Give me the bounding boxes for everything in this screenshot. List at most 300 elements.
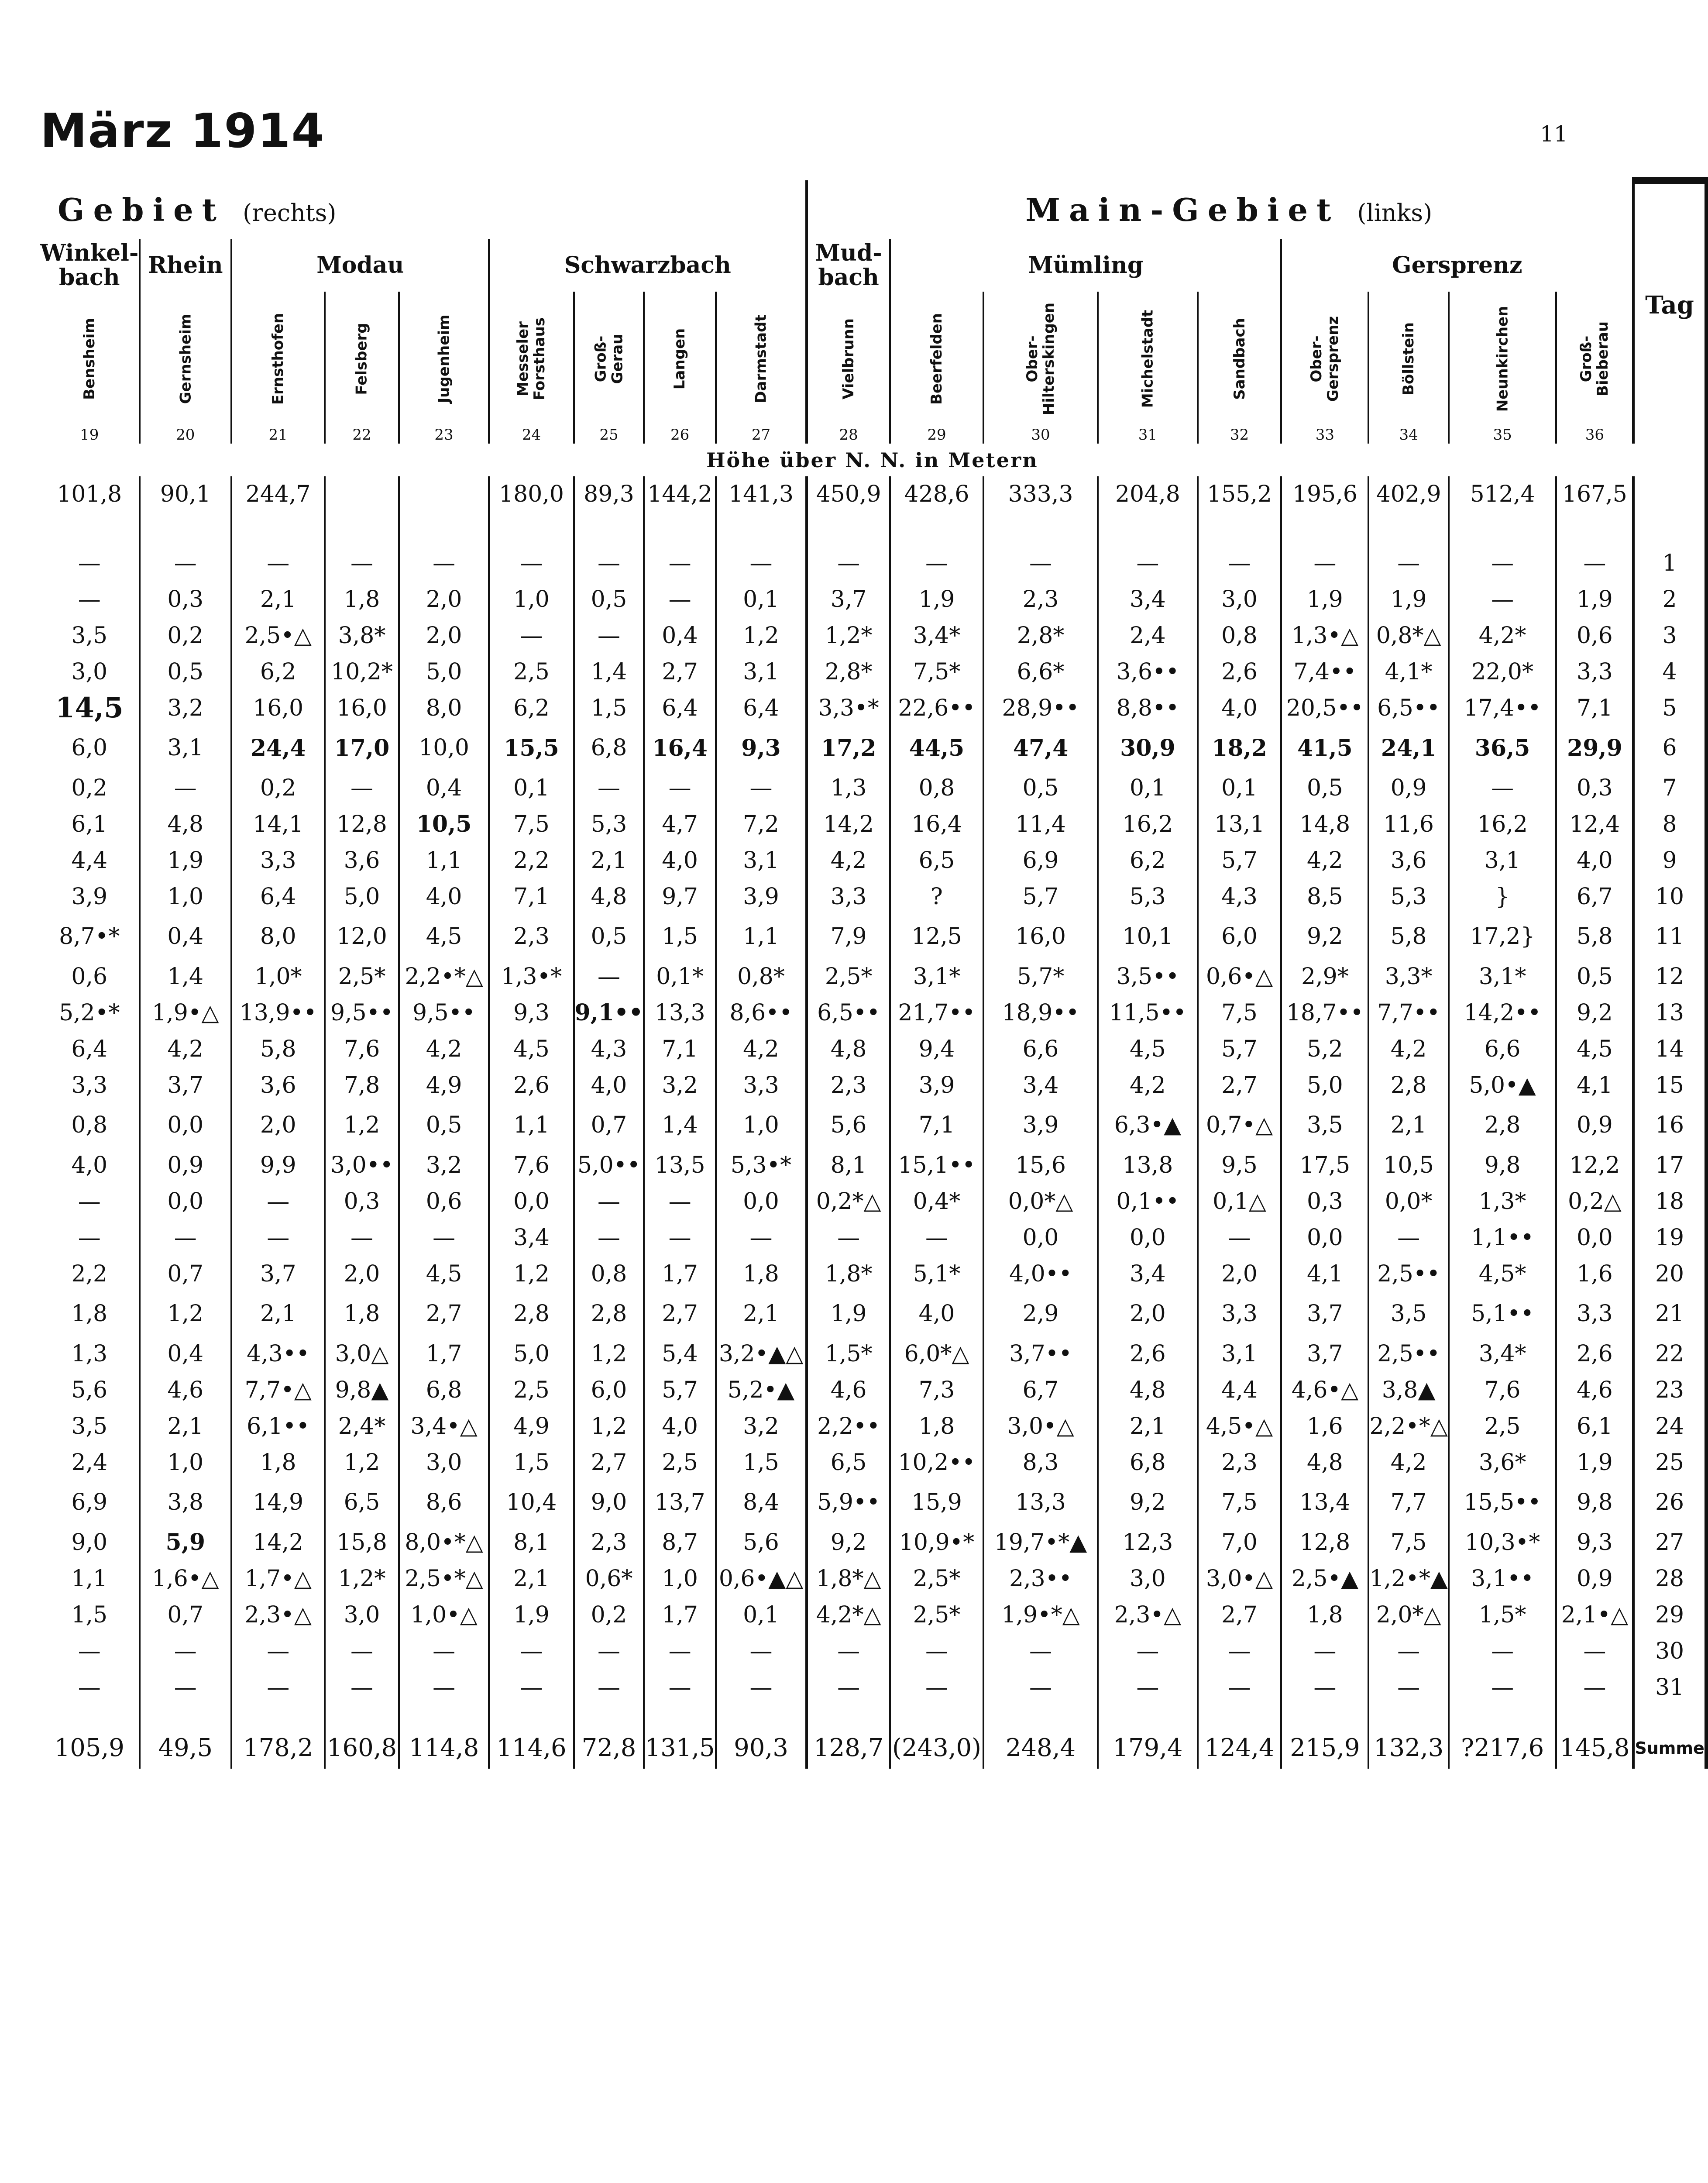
day-row — [40, 1669, 1706, 1705]
station-number: 20 — [140, 426, 232, 444]
page-title: März 1914 — [40, 104, 325, 158]
data-cell: 6,5 — [807, 1444, 890, 1481]
data-cell: 2,3 — [574, 1524, 644, 1560]
data-cell: 1,3•△ — [1281, 617, 1368, 654]
data-cell: 0,6 — [71, 963, 108, 990]
data-cell: 0,1 — [489, 770, 574, 806]
data-cell: 4,2 — [716, 1031, 807, 1067]
data-cell: 7,1 — [644, 1031, 715, 1067]
data-cell: 1,7 — [644, 1597, 715, 1633]
data-cell: 0,2 — [71, 775, 108, 801]
data-cell: 2,3•• — [983, 1560, 1098, 1597]
station-number: 29 — [890, 426, 983, 444]
data-cell: 3,2 — [399, 1147, 489, 1183]
data-cell: 5,8 — [1368, 915, 1448, 958]
data-cell: — — [1198, 1669, 1282, 1705]
data-cell: 3,6•• — [1098, 654, 1198, 690]
data-cell: 0,9 — [1556, 1560, 1633, 1597]
data-cell: 4,6•△ — [1281, 1372, 1368, 1408]
data-cell: 6,0 — [1198, 915, 1282, 958]
day-number: 24 — [1633, 1408, 1706, 1444]
sum-value: 128,7 — [807, 1727, 890, 1769]
data-cell: 7,2 — [716, 806, 807, 842]
data-cell: 10,2•• — [890, 1444, 983, 1481]
data-cell: 9,2 — [807, 1524, 890, 1560]
spacer-cell — [574, 512, 644, 545]
data-cell: 8,3 — [983, 1444, 1098, 1481]
elevation-value: 101,8 — [57, 481, 122, 507]
data-cell: 3,1 — [140, 726, 232, 770]
data-cell: 3,9 — [890, 1067, 983, 1103]
data-cell: — — [325, 1219, 399, 1256]
data-cell: 11,6 — [1368, 806, 1448, 842]
data-cell: — — [574, 958, 644, 995]
data-cell: — — [716, 1633, 807, 1669]
data-cell: — — [807, 1633, 890, 1669]
day-number: 23 — [1633, 1372, 1706, 1408]
data-cell: 2,3 — [1198, 1444, 1282, 1481]
data-cell: 0,7 — [574, 1103, 644, 1147]
data-cell: 3,7 — [807, 581, 890, 617]
data-cell: 4,8 — [140, 806, 232, 842]
sum-value: 49,5 — [140, 1727, 232, 1769]
data-cell: 7,7•△ — [231, 1372, 325, 1408]
data-cell: — — [489, 1633, 574, 1669]
day-row — [40, 1031, 1706, 1067]
data-cell: — — [807, 1219, 890, 1256]
data-cell: 3,1* — [890, 958, 983, 995]
data-cell: 15,5•• — [1449, 1481, 1557, 1524]
data-cell: 1,2 — [574, 1336, 644, 1372]
spacer-cell — [489, 512, 574, 545]
spacer-cell — [231, 512, 325, 545]
data-cell: 0,0 — [140, 1103, 232, 1147]
data-cell: 0,4 — [399, 770, 489, 806]
data-cell: 6,0 — [574, 1372, 644, 1408]
river-gersprenz: Gersprenz — [1281, 239, 1633, 292]
data-cell: 4,2 — [1098, 1067, 1198, 1103]
data-cell: 0,3 — [1556, 770, 1633, 806]
data-cell: 21,7•• — [890, 995, 983, 1031]
data-cell: 2,2•*△ — [399, 958, 489, 995]
data-cell: 7,5* — [890, 654, 983, 690]
data-cell: 2,3 — [983, 581, 1098, 617]
data-cell: 0,5 — [140, 654, 232, 690]
data-cell: 0,6 — [399, 1183, 489, 1219]
data-cell: 1,0•△ — [399, 1597, 489, 1633]
data-cell: 1,3 — [71, 1340, 108, 1367]
data-cell: 0,7 — [140, 1597, 232, 1633]
data-cell: 9,0 — [574, 1481, 644, 1524]
data-cell: 6,0*△ — [890, 1336, 983, 1372]
station-header-cell — [1198, 292, 1282, 426]
station-header-cell — [1098, 292, 1198, 426]
data-cell: 1,8* — [807, 1256, 890, 1292]
data-cell: 13,1 — [1198, 806, 1282, 842]
data-cell: 1,8 — [325, 581, 399, 617]
data-cell: 0,5 — [574, 581, 644, 617]
data-cell: 6,6 — [983, 1031, 1098, 1067]
data-cell: 4,8 — [1281, 1444, 1368, 1481]
data-cell: 5,2 — [1281, 1031, 1368, 1067]
data-cell: — — [644, 581, 715, 617]
day-number: 16 — [1633, 1103, 1706, 1147]
data-cell: 0,5 — [574, 915, 644, 958]
station-name: Ernsthofen — [269, 313, 287, 405]
data-cell: 9,7 — [644, 878, 715, 915]
elevation-value: 167,5 — [1556, 476, 1633, 512]
data-cell: 4,0 — [890, 1292, 983, 1336]
data-cell: 3,7•• — [983, 1336, 1098, 1372]
data-cell: 0,6* — [574, 1560, 644, 1597]
data-cell: 0,5 — [1281, 770, 1368, 806]
elevation-value: 204,8 — [1098, 476, 1198, 512]
data-cell: 15,9 — [890, 1481, 983, 1524]
data-cell: 1,9 — [140, 842, 232, 878]
day-number: 3 — [1633, 617, 1706, 654]
data-cell: 2,8 — [489, 1292, 574, 1336]
data-cell: 5,0 — [399, 654, 489, 690]
data-cell: 6,9 — [71, 1489, 108, 1515]
data-cell: 14,2 — [231, 1524, 325, 1560]
data-cell: — — [1098, 1669, 1198, 1705]
spacer-cell — [399, 512, 489, 545]
data-cell: 5,3•* — [716, 1147, 807, 1183]
data-cell: 22,0* — [1449, 654, 1557, 690]
data-cell: 2,5•• — [1368, 1256, 1448, 1292]
data-cell: 2,6 — [489, 1067, 574, 1103]
elevation-value: 144,2 — [644, 476, 715, 512]
data-cell: 3,7 — [1281, 1336, 1368, 1372]
data-cell: 0,4* — [890, 1183, 983, 1219]
data-cell: 3,7 — [1281, 1292, 1368, 1336]
data-cell: — — [983, 545, 1098, 581]
data-cell: 0,0 — [140, 1183, 232, 1219]
day-row — [40, 1103, 1706, 1147]
spacer-cell — [574, 1705, 644, 1727]
data-cell: 1,8 — [325, 1292, 399, 1336]
data-cell: 24,1 — [1368, 726, 1448, 770]
day-row — [40, 726, 1706, 770]
spacer-cell — [1449, 512, 1557, 545]
station-header-cell — [1556, 292, 1633, 426]
data-cell: — — [644, 1633, 715, 1669]
data-cell: 1,9•△ — [140, 995, 232, 1031]
data-cell: 1,8 — [231, 1444, 325, 1481]
data-cell: 1,4 — [644, 1103, 715, 1147]
data-cell: 0,0*△ — [983, 1183, 1098, 1219]
day-number: 9 — [1633, 842, 1706, 878]
data-cell: 3,3 — [1198, 1292, 1282, 1336]
data-cell: 7,1 — [890, 1103, 983, 1147]
station-number-row — [40, 426, 1706, 444]
data-cell: 7,6 — [1449, 1372, 1557, 1408]
data-cell: 2,5* — [890, 1560, 983, 1597]
data-cell: 1,0 — [489, 581, 574, 617]
data-cell: 7,1 — [489, 878, 574, 915]
data-cell: 36,5 — [1449, 726, 1557, 770]
data-cell: 3,4 — [489, 1219, 574, 1256]
data-cell: 0,0 — [489, 1183, 574, 1219]
data-cell: 1,2 — [325, 1444, 399, 1481]
data-cell: 5,8 — [1556, 915, 1633, 958]
day-number: 20 — [1633, 1256, 1706, 1292]
data-cell: — — [807, 545, 890, 581]
data-cell: 12,0 — [325, 915, 399, 958]
elevation-value: 195,6 — [1281, 476, 1368, 512]
data-cell: 0,0 — [983, 1219, 1098, 1256]
data-cell: 12,2 — [1556, 1147, 1633, 1183]
data-cell: — — [78, 1188, 101, 1215]
data-cell: 12,5 — [890, 915, 983, 958]
elevation-value — [325, 476, 399, 512]
data-cell: — — [1368, 1669, 1448, 1705]
data-cell: — — [1368, 1219, 1448, 1256]
data-cell: 2,0 — [1098, 1292, 1198, 1336]
data-cell: 9,9 — [231, 1147, 325, 1183]
data-cell: 4,5 — [399, 1256, 489, 1292]
data-cell: 24,4 — [231, 726, 325, 770]
station-number: 36 — [1556, 426, 1633, 444]
data-cell: — — [716, 770, 807, 806]
data-cell: 19,7•*▲ — [983, 1524, 1098, 1560]
data-cell: 0,3 — [325, 1183, 399, 1219]
data-cell: 1,7•△ — [231, 1560, 325, 1597]
data-cell: 3,3 — [716, 1067, 807, 1103]
data-cell: — — [716, 545, 807, 581]
data-cell: 5,7 — [1198, 1031, 1282, 1067]
day-row — [40, 1067, 1706, 1103]
data-cell: 9,5 — [1198, 1147, 1282, 1183]
elevation-value: 333,3 — [983, 476, 1098, 512]
station-number: 28 — [807, 426, 890, 444]
data-cell: 5,7 — [1198, 842, 1282, 878]
data-cell: 5,6 — [716, 1524, 807, 1560]
data-cell: 7,4•• — [1281, 654, 1368, 690]
data-cell: — — [1198, 1219, 1282, 1256]
data-cell: 13,3 — [983, 1481, 1098, 1524]
tag-elevation-cell — [1633, 476, 1706, 512]
group-right-subtitle: (links) — [1357, 199, 1433, 227]
day-number: 17 — [1633, 1147, 1706, 1183]
data-cell: 0,8 — [574, 1256, 644, 1292]
data-cell: 12,3 — [1098, 1524, 1198, 1560]
data-cell: 2,7 — [1198, 1597, 1282, 1633]
data-cell: 5,0 — [489, 1336, 574, 1372]
spacer-cell — [1633, 512, 1706, 545]
data-cell: 0,4 — [140, 915, 232, 958]
station-name: Langen — [671, 328, 689, 390]
station-header-cell — [1281, 292, 1368, 426]
data-cell: 5,6 — [807, 1103, 890, 1147]
data-cell: 0,1 — [716, 1597, 807, 1633]
station-number: 30 — [983, 426, 1098, 444]
data-cell: 2,0 — [325, 1256, 399, 1292]
data-cell: 13,4 — [1281, 1481, 1368, 1524]
data-cell: 5,1•• — [1449, 1292, 1557, 1336]
sum-value: 131,5 — [644, 1727, 715, 1769]
spacer-cell — [807, 1705, 890, 1727]
data-cell: 3,5 — [1281, 1103, 1368, 1147]
data-cell: 9,8▲ — [325, 1372, 399, 1408]
data-cell: — — [1368, 545, 1448, 581]
spacer-cell — [489, 1705, 574, 1727]
data-cell: 0,2 — [574, 1597, 644, 1633]
data-cell: 0,5 — [1556, 958, 1633, 995]
day-number: 5 — [1633, 690, 1706, 726]
data-cell: 6,3•▲ — [1098, 1103, 1198, 1147]
data-cell: 7,5 — [1198, 995, 1282, 1031]
spacer-cell — [716, 1705, 807, 1727]
sum-value: 248,4 — [983, 1727, 1098, 1769]
data-cell: 44,5 — [890, 726, 983, 770]
data-cell: 3,3 — [231, 842, 325, 878]
data-cell: 14,9 — [231, 1481, 325, 1524]
data-cell: 8,7•* — [59, 923, 120, 950]
station-header-cell — [40, 292, 140, 426]
data-cell: 0,1 — [1098, 770, 1198, 806]
day-row — [40, 1408, 1706, 1444]
data-cell: — — [325, 770, 399, 806]
data-cell: 3,1 — [716, 842, 807, 878]
data-cell: 13,8 — [1098, 1147, 1198, 1183]
data-cell: 3,9 — [983, 1103, 1098, 1147]
data-cell: 3,4* — [1449, 1336, 1557, 1372]
data-cell: 4,0 — [1198, 690, 1282, 726]
data-cell: 1,3 — [807, 770, 890, 806]
data-cell: 3,2 — [716, 1408, 807, 1444]
station-header-cell — [399, 292, 489, 426]
data-cell: 4,1 — [1556, 1067, 1633, 1103]
data-cell: 0,8 — [71, 1112, 108, 1138]
data-cell: 3,8* — [325, 617, 399, 654]
data-cell: 8,5 — [1281, 878, 1368, 915]
data-cell: 4,9 — [489, 1408, 574, 1444]
data-cell: 8,6•• — [716, 995, 807, 1031]
data-cell: — — [574, 1669, 644, 1705]
data-cell: 1,7 — [399, 1336, 489, 1372]
data-cell: 3,1•• — [1449, 1560, 1557, 1597]
data-cell: — — [644, 1219, 715, 1256]
data-cell: 20,5•• — [1281, 690, 1368, 726]
data-cell: 7,8 — [325, 1067, 399, 1103]
station-name: Vielbrunn — [840, 318, 858, 399]
data-cell: 3,0 — [325, 1597, 399, 1633]
data-cell: 10,2* — [325, 654, 399, 690]
data-cell: 2,1•△ — [1556, 1597, 1633, 1633]
data-cell: 1,5 — [716, 1444, 807, 1481]
data-cell: 5,9 — [140, 1524, 232, 1560]
station-name: Messeler Forsthaus — [514, 317, 549, 401]
data-cell: 0,6•▲△ — [716, 1560, 807, 1597]
data-cell: 5,0•• — [574, 1147, 644, 1183]
data-cell: 1,8 — [1281, 1597, 1368, 1633]
data-cell: 2,4 — [1098, 617, 1198, 654]
data-cell: 3,0△ — [325, 1336, 399, 1372]
data-cell: 4,2 — [399, 1031, 489, 1067]
day-row — [40, 690, 1706, 726]
data-cell: — — [1198, 1633, 1282, 1669]
data-cell: 3,0 — [1098, 1560, 1198, 1597]
day-row — [40, 1183, 1706, 1219]
data-cell: 1,2 — [716, 617, 807, 654]
data-cell: 0,0 — [1556, 1219, 1633, 1256]
data-cell: 1,7 — [644, 1256, 715, 1292]
sum-value: 72,8 — [574, 1727, 644, 1769]
sum-value: 179,4 — [1098, 1727, 1198, 1769]
data-cell: 4,2 — [807, 842, 890, 878]
data-cell: 7,7•• — [1368, 995, 1448, 1031]
spacer-cell — [1281, 512, 1368, 545]
data-cell: — — [983, 1669, 1098, 1705]
data-cell: 4,3•• — [231, 1336, 325, 1372]
elevation-value: 402,9 — [1368, 476, 1448, 512]
data-cell: 2,5 — [489, 1372, 574, 1408]
data-cell: 9,5•• — [399, 995, 489, 1031]
data-cell: — — [1556, 1633, 1633, 1669]
spacer-cell — [1098, 1705, 1198, 1727]
data-cell: 1,9 — [1556, 1444, 1633, 1481]
data-cell: 0,4 — [644, 617, 715, 654]
data-cell: 2,5* — [890, 1597, 983, 1633]
data-cell: 2,2•*△ — [1368, 1408, 1448, 1444]
station-name: Groß-Gerau — [592, 334, 626, 384]
data-cell: — — [231, 1669, 325, 1705]
data-cell: 4,5 — [1556, 1031, 1633, 1067]
day-row — [40, 958, 1706, 995]
data-cell: 2,0 — [1198, 1256, 1282, 1292]
data-cell: 2,8 — [1368, 1067, 1448, 1103]
sum-value: 124,4 — [1198, 1727, 1282, 1769]
data-cell: — — [890, 1669, 983, 1705]
data-cell: 0,7 — [140, 1256, 232, 1292]
data-cell: 4,2*△ — [807, 1597, 890, 1633]
data-cell: 3,9 — [71, 883, 108, 910]
data-cell: 3,2 — [140, 690, 232, 726]
data-cell: 1,2* — [325, 1560, 399, 1597]
data-cell: — — [325, 1669, 399, 1705]
data-cell: 3,3 — [71, 1072, 108, 1098]
spacer-cell — [1556, 512, 1633, 545]
data-cell: 1,0 — [140, 1444, 232, 1481]
day-row — [40, 1372, 1706, 1408]
data-cell: — — [1281, 1633, 1368, 1669]
data-cell: 17,4•• — [1449, 690, 1557, 726]
data-cell: 1,1 — [399, 842, 489, 878]
data-cell: 2,1 — [140, 1408, 232, 1444]
station-header-cell — [574, 292, 644, 426]
data-cell: 5,9•• — [807, 1481, 890, 1524]
spacer-cell — [890, 1705, 983, 1727]
data-cell: 6,2 — [489, 690, 574, 726]
sum-value: ?217,6 — [1449, 1727, 1557, 1769]
data-cell: 10,9•* — [890, 1524, 983, 1560]
data-cell: 6,8 — [574, 726, 644, 770]
data-cell: 3,5•• — [1098, 958, 1198, 995]
data-cell: 2,1 — [716, 1292, 807, 1336]
station-name: Böllstein — [1400, 322, 1418, 396]
day-number: 29 — [1633, 1597, 1706, 1633]
data-cell: 0,2 — [140, 617, 232, 654]
day-number: 12 — [1633, 958, 1706, 995]
data-cell: 3,4 — [983, 1067, 1098, 1103]
data-cell: 4,2 — [1368, 1444, 1448, 1481]
day-number: 4 — [1633, 654, 1706, 690]
day-row — [40, 995, 1706, 1031]
data-cell: — — [399, 1219, 489, 1256]
data-cell: 1,3* — [1449, 1183, 1557, 1219]
data-cell: 7,6 — [489, 1147, 574, 1183]
